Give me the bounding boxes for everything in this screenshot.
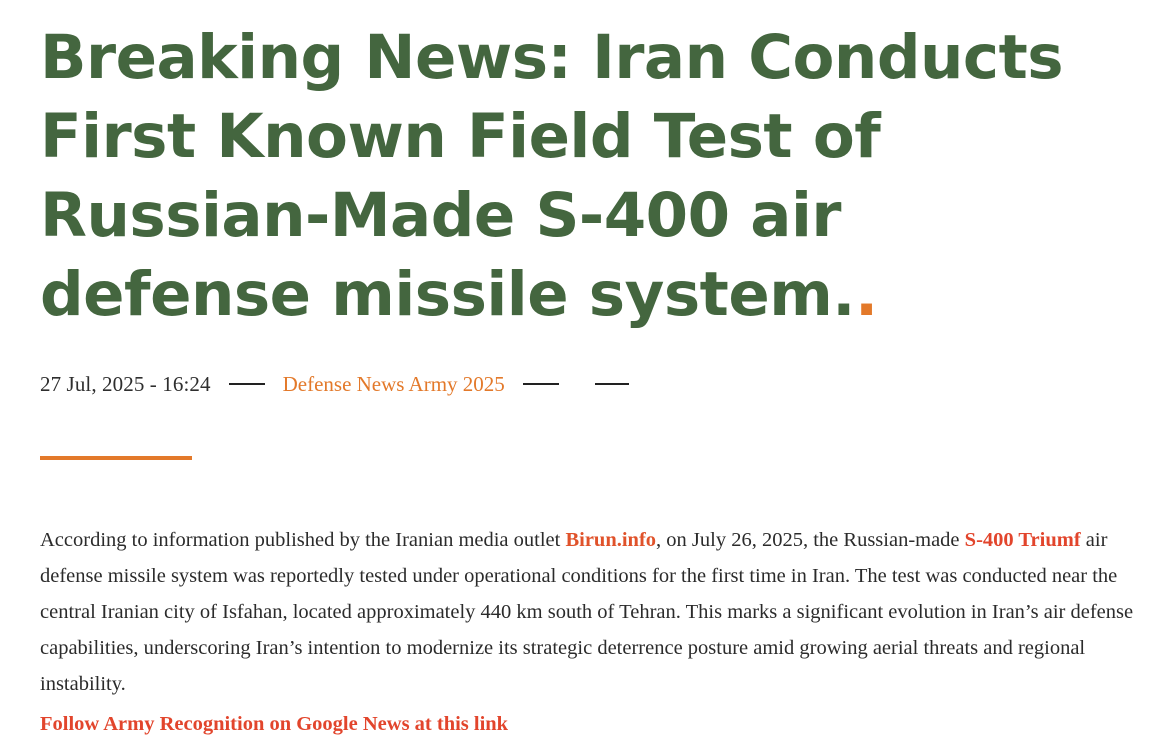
birun-info-link[interactable]: Birun.info	[565, 529, 657, 551]
follow-line	[40, 706, 1134, 742]
accent-rule	[40, 456, 192, 460]
headline-accent-dot: .	[854, 259, 878, 330]
body-segment-3: air defense missile system was reportedly tested under operational conditions for the first time in Iran. The test was conducted near the central Iranian city of Isfahan, located approximately 440 km south of Tehran. This marks a significant evolution in Iran’s air defense capabilities, underscoring Iran’s intention to modernize its strategic deterrence posture amid growing aerial threats and regional instability.	[40, 529, 1134, 695]
meta-divider-3	[595, 383, 629, 385]
page-title	[40, 18, 1130, 334]
meta-divider-1	[229, 383, 265, 385]
article-body	[40, 522, 1134, 742]
body-segment-2: , on July 26, 2025, the Russian-made	[656, 529, 965, 551]
article-paragraph	[40, 522, 1134, 702]
google-news-follow-link[interactable]: Follow Army Recognition on Google News at this link	[40, 713, 509, 735]
article-meta	[40, 372, 1134, 396]
publish-date: 27 Jul, 2025 - 16:24	[40, 371, 211, 396]
s400-triumf-link[interactable]: S-400 Triumf	[964, 529, 1081, 551]
category-link[interactable]: Defense News Army 2025	[282, 371, 505, 396]
body-segment-1: According to information published by the Iranian media outlet	[40, 529, 566, 551]
headline-text: Breaking News: Iran Conducts First Known Field Test of Russian-Made S-400 air defense missile system.	[40, 22, 1064, 330]
meta-divider-2	[523, 383, 559, 385]
